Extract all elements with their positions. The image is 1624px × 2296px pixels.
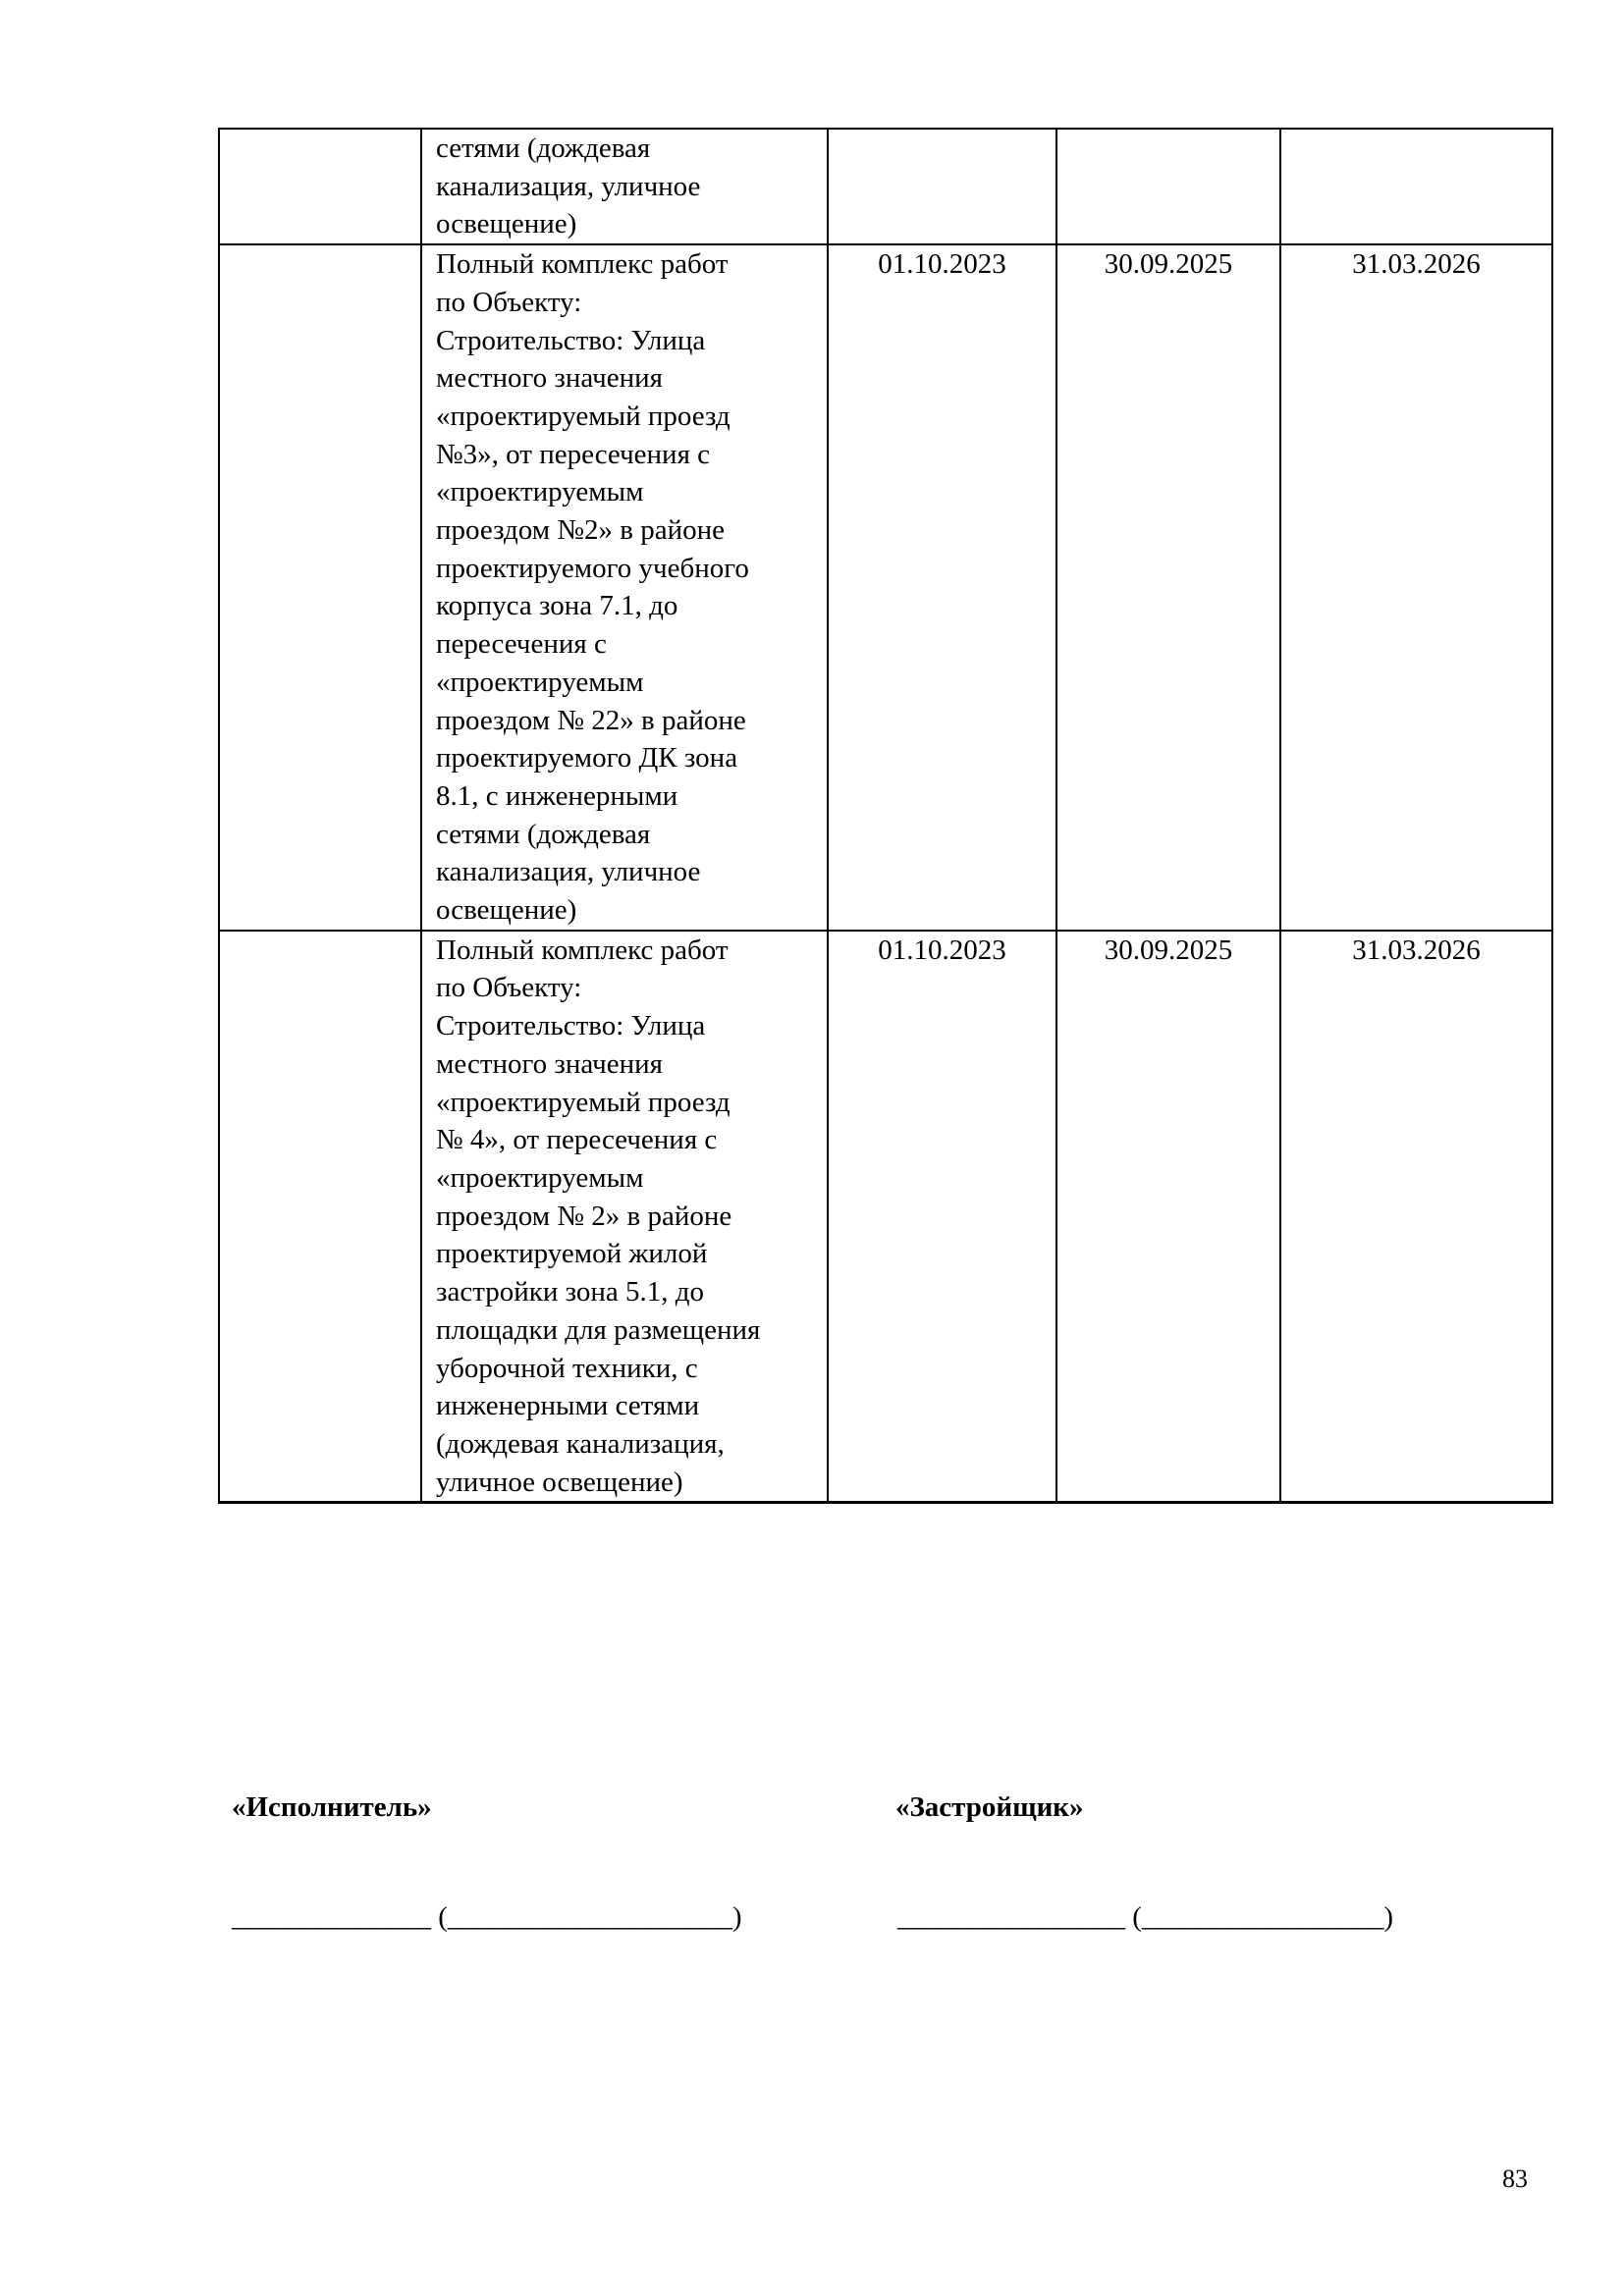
description-line: проектируемой жилой: [436, 1238, 708, 1270]
page-number: 83: [1502, 2164, 1528, 2193]
description-line: Полный комплекс работ: [436, 934, 729, 966]
description-line: площадки для размещения: [436, 1313, 761, 1346]
description-line: инженерными сетями: [436, 1390, 700, 1422]
executor-signature-line: ______________ (____________________): [232, 1901, 742, 1933]
work-description-cell: [421, 244, 828, 931]
description-line: застройки зона 5.1, до: [436, 1276, 705, 1308]
end-date-cell: [1056, 129, 1280, 244]
empty-cell: [219, 244, 421, 931]
description-line: «проектируемый проезд: [436, 1086, 731, 1118]
description-line: Строительство: Улица: [436, 324, 706, 356]
description-line: уборочной техники, с: [436, 1352, 698, 1384]
description-line: проектируемого ДК зона: [436, 742, 738, 774]
description-line: пересечения с: [436, 628, 607, 661]
table-row: [219, 244, 1552, 931]
empty-cell: [219, 931, 421, 1503]
end-date-cell: 30.09.2025: [1056, 244, 1280, 931]
description-line: №3», от пересечения с: [436, 438, 711, 470]
empty-cell: [219, 129, 421, 244]
developer-label: «Застройщик»: [895, 1791, 1084, 1823]
description-line: освещение): [436, 208, 577, 240]
description-line: Полный комплекс работ: [436, 248, 729, 281]
description-line: местного значения: [436, 1047, 663, 1080]
description-line: освещение): [436, 894, 577, 927]
description-line: «проектируемым: [436, 666, 644, 698]
table-row: [219, 931, 1552, 1503]
description-line: проектируемого учебного: [436, 552, 749, 584]
executor-label: «Исполнитель»: [232, 1791, 432, 1823]
description-line: проездом № 2» в районе: [436, 1200, 732, 1232]
description-line: «проектируемый проезд: [436, 400, 731, 432]
start-date-cell: [828, 129, 1056, 244]
deadline-date-cell: 31.03.2026: [1280, 244, 1552, 931]
work-description-cell: [421, 931, 828, 1503]
start-date-cell: 01.10.2023: [828, 931, 1056, 1503]
description-line: местного значения: [436, 362, 663, 395]
description-line: 8.1, с инженерными: [436, 779, 678, 812]
description-line: по Объекту:: [436, 286, 582, 318]
end-date-cell: 30.09.2025: [1056, 931, 1280, 1503]
description-line: «проектируемым: [436, 476, 644, 508]
description-line: № 4», от пересечения с: [436, 1124, 718, 1156]
start-date-cell: 01.10.2023: [828, 244, 1056, 931]
description-line: канализация, уличное: [436, 856, 701, 888]
description-line: уличное освещение): [436, 1466, 683, 1498]
description-line: корпуса зона 7.1, до: [436, 590, 678, 622]
description-line: проездом № 22» в районе: [436, 704, 746, 736]
description-line: по Объекту:: [436, 972, 582, 1004]
description-line: «проектируемым: [436, 1161, 644, 1194]
table-row: [219, 129, 1552, 244]
developer-signature-line: ________________ (_________________): [897, 1901, 1394, 1933]
works-schedule-table: [218, 128, 1553, 1504]
deadline-date-cell: 31.03.2026: [1280, 931, 1552, 1503]
description-line: (дождевая канализация,: [436, 1427, 725, 1460]
description-line: Строительство: Улица: [436, 1010, 706, 1042]
deadline-date-cell: [1280, 129, 1552, 244]
description-line: сетями (дождевая: [436, 818, 651, 850]
description-line: сетями (дождевая: [436, 133, 651, 164]
description-line: канализация, уличное: [436, 170, 701, 202]
work-description-cell: [421, 129, 828, 244]
description-line: проездом №2» в районе: [436, 514, 725, 547]
